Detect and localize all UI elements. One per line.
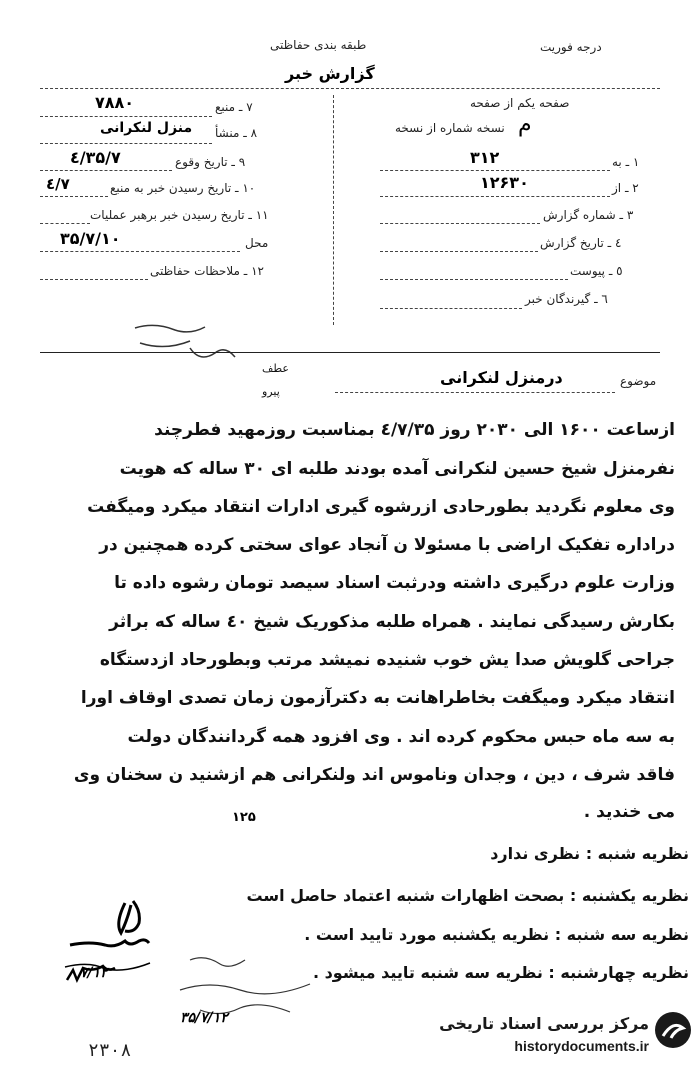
field-value: ۱۲۶۳۰ (480, 173, 529, 192)
field-label: ۲ ـ از (612, 181, 639, 195)
field-line (380, 279, 568, 280)
field-label: ۹ ـ تاریخ وقوع (175, 155, 246, 169)
field-label: ۷ ـ منبع (215, 100, 253, 114)
copy-label: نسخه شماره از نسخه (395, 121, 505, 135)
archive-logo (413, 998, 693, 1068)
body-line: جراحی گلویش صدا یش خوب شنیده نمیشد مرتب وبطورحاد ازدستگاه (99, 650, 675, 670)
field-value: ۳۵/۷/٤ (70, 148, 121, 167)
field-label: ۱۰ ـ تاریخ رسیدن خبر به منبع (110, 181, 256, 195)
body-line: دراداره تفکیک اراضی با مسئولا ن آنجاد عوای سختی کرده همچنین در (99, 535, 675, 555)
priority-label: درجه فوریت (540, 40, 602, 54)
field-line (40, 251, 240, 252)
field-label: ۸ ـ منشأ (215, 126, 258, 140)
subject-value: درمنزل لنکرانی (440, 368, 563, 387)
body-line: ازساعت ۱۶۰۰ الی ۲۰۳۰ روز ٤/۷/۳۵ بمناسبت روزمهید فطرچند (154, 420, 675, 440)
field-label: ۱ ـ به (612, 155, 640, 169)
field-line (40, 279, 148, 280)
field-label: ۳ ـ شماره گزارش (543, 208, 634, 222)
peyro-label: پیرو (262, 385, 280, 398)
note-line: نظریه یکشنبه : بصحت اظهارات شنبه اعتماد حاصل است (246, 886, 689, 905)
logo-url: historydocuments.ir (514, 1038, 649, 1054)
subject-divider (40, 352, 660, 353)
subject-label: موضوع (620, 374, 657, 388)
archive-number: ۲۳۰۸ (88, 1040, 132, 1061)
body-line: وزارت علوم درگیری داشته ودرثبت اسناد سیصد تومان رشوه داده تا (114, 573, 675, 593)
margin-number: ۷/۱۲ (80, 965, 108, 981)
logo-text: مرکز بررسی اسناد تاریخی (439, 1014, 649, 1033)
field-line (40, 116, 212, 117)
copy-handwritten: م (518, 112, 532, 137)
atf-label: عطف (262, 362, 289, 375)
field-label: ٥ ـ پیوست (570, 264, 623, 278)
field-label: ٤ ـ تاریخ گزارش (540, 236, 622, 250)
field-line (40, 196, 108, 197)
page-label: صفحه یکم از صفحه (470, 96, 570, 110)
field-line (380, 196, 610, 197)
field-value: منزل لنکرانی (100, 120, 193, 136)
note-line: نظریه چهارشنبه : نظریه سه شنبه تایید میشود . (312, 963, 689, 982)
body-line: نفرمنزل شیخ حسین لنکرانی آمده بودند طلبه ای ۳۰ ساله که هویت (119, 459, 675, 479)
field-label: ٦ ـ گیرندگان خبر (525, 292, 608, 306)
field-label: ۱۲ ـ ملاحظات حفاظتی (150, 264, 264, 278)
body-mark: ۱۲۵ (232, 810, 256, 825)
logo-emblem-icon (653, 1010, 693, 1050)
field-label: ۱۱ ـ تاریخ رسیدن خبر برهبر عملیات (90, 208, 269, 222)
field-line (380, 223, 540, 224)
header-divider-top (40, 88, 660, 89)
body-line: می خندید . (583, 802, 675, 822)
body-line: انتقاد میکرد ومیگفت بخاطراهانت به دکترآزمون زمان تصدی اوقاف اورا (80, 688, 675, 708)
handwritten-date: ۳۵/۷/۱۲ (180, 1010, 228, 1026)
report-title: گزارش خبر (285, 64, 375, 83)
field-line (40, 170, 172, 171)
body-line: فاقد شرف ، دین ، وجدان وناموس اند ولنکرانی هم ازشنید ن سخنان وی (73, 765, 675, 785)
handwritten-signature (55, 895, 165, 1005)
field-value: ۷۸۸۰ (95, 93, 135, 112)
field-value: ۳۱۲ (470, 148, 500, 167)
subject-line (335, 392, 615, 393)
note-line: نظریه شنبه : نظری ندارد (490, 844, 689, 863)
field-line (380, 251, 538, 252)
field-line (380, 170, 610, 171)
field-value: ۳۵/۷/۱۰ (60, 229, 121, 248)
body-line: وی معلوم نگردید بطورحادی ازرشوه گیری ادارات انتقاد میکرد ومیگفت (87, 497, 675, 517)
body-line: به سه ماه حبس محکوم کرده اند . وی افزود همه گردانندگان دولت (127, 727, 675, 747)
field-line (40, 223, 90, 224)
body-line: بکارش رسیدگی نمایند . همراه طلبه مذکوریک شیخ ٤۰ ساله که براثر (109, 612, 675, 632)
field-line (40, 143, 212, 144)
classification-label: طبقه بندی حفاظتی (270, 38, 367, 52)
column-divider (333, 95, 334, 325)
note-line: نظریه سه شنبه : نظریه یکشنبه مورد تایید است . (304, 925, 689, 944)
field-label: محل (245, 236, 269, 250)
stamp-scribble (130, 318, 250, 373)
field-value: ۷/٤ (46, 175, 70, 193)
field-line (380, 308, 522, 309)
